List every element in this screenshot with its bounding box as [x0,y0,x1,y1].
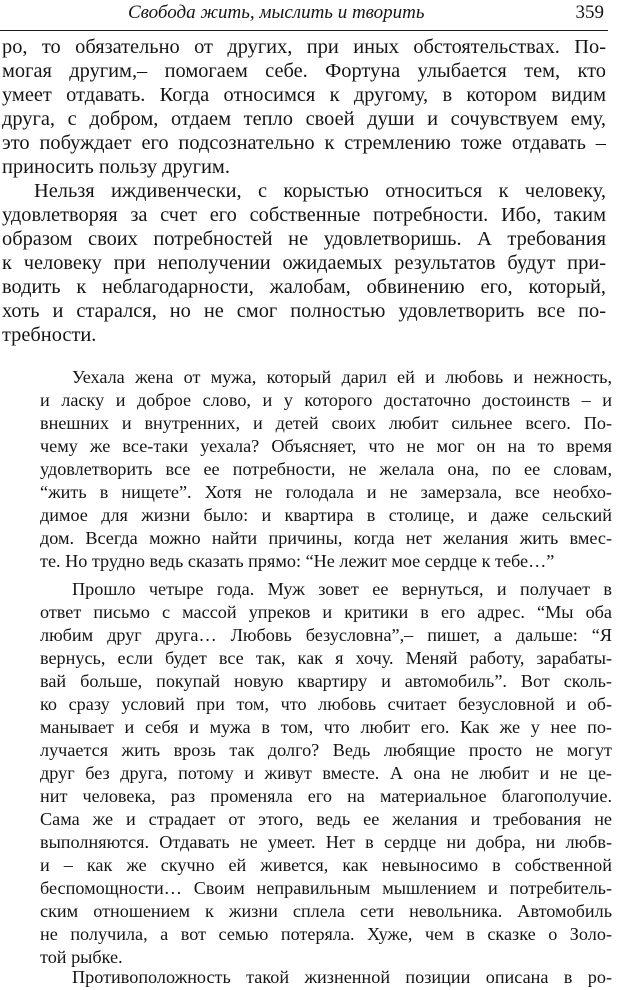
story-line: чему же все-таки уехала? Объясняет, что не мог он на то время [40,436,612,456]
text-line: это побуждает его подсознательно к стремлению тоже отдавать – [2,132,606,154]
story-line: Противоположность такой жизненной позиции описана в ро- [72,967,612,987]
story-line: димое для жизни было: и квартира в столице, и даже сельский [40,505,612,525]
story-line: любим друг друга… Любовь безусловна”,– пишет, а дальше: “Я [40,625,612,645]
story-line: той рыбке. [40,947,123,967]
running-title: Свобода жить, мыслить и творить [128,2,425,23]
text-line: требности. [2,324,97,346]
story-line: выполняются. Отдавать не умеет. Нет в сердце ни добра, ни любв- [40,832,612,852]
text-line: Нельзя иждивенчески, с корыстью относиться к человеку, [34,180,606,202]
story-line: ответ письмо с массой упреков и критики в его адрес. “Мы оба [40,602,612,622]
story-line: лучается жить врозь так долго? Ведь любящие просто не могут [40,740,612,760]
text-line: удовлетворяя за счет его собственные потребности. Ибо, таким [2,204,606,226]
story-line: и – как же скучно ей живется, как невыносимо в собственной [40,855,612,875]
story-line: и ласку и доброе слово, и у которого достаточно достоинств – и [40,390,612,410]
story-line: не получила, а вот семью потеряла. Хуже, чем в сказке о Золо- [40,924,612,944]
running-header [0,0,608,31]
story-line: ским отношением к жизни сплела сети невольника. Автомобиль [40,901,612,921]
story-line: беспомощности… Своим неправильным мышлением и потребитель- [40,878,612,898]
story-line: Прошло четыре года. Муж зовет ее вернуться, и получает в [72,579,612,599]
text-line: водить к неблагодарности, жалобам, обвинению его, который, [2,276,606,298]
text-line: образом своих потребностей не удовлетворишь. А требования [2,228,606,250]
story-line: те. Но трудно ведь сказать прямо: “Не лежит мое сердце к тебе…” [40,551,555,571]
story-line: вай больше, покупай новую квартиру и автомобиль”. Вот сколь- [40,671,612,691]
story-line: “жить в нищете”. Хотя не голодала и не замерзала, все необхо- [40,482,612,502]
story-line: манывает и себя и мужа в том, что любит его. Как же у нее по- [40,717,612,737]
text-line: к человеку при неполучении ожидаемых результатов будут при- [2,252,606,274]
text-line: умеет отдавать. Когда относимся к другому, в котором видим [2,84,606,106]
story-line: удовлетворить все ее потребности, не желала она, по ее словам, [40,459,612,479]
story-line: нит человека, раз променяла его на материальное благополучие. [40,786,612,806]
story-line: друг без друга, потому и живут вместе. А она не любит и не це- [40,763,612,783]
story-line: Уехала жена от мужа, который дарил ей и любовь и нежность, [72,367,612,387]
text-line: могая другим,– помогаем себе. Фортуна улыбается тем, кто [2,60,606,82]
text-line: ро, то обязательно от других, при иных обстоятельствах. По- [2,36,606,58]
story-line: вернусь, если будет все так, как я хочу. Меняй работу, зарабаты- [40,648,612,668]
story-line: ко сразу условий при том, что любовь считает безусловной и об- [40,694,612,714]
story-line: Сама же и страдает от этого, ведь ее желания и требования не [40,809,612,829]
text-line: друга, с добром, отдаем тепло своей души и сочувствуем ему, [2,108,606,130]
story-line: внешних и внутренних, и детей своих любит сильнее всего. По- [40,413,612,433]
text-line: хоть и старался, но не смог полностью удовлетворить все по- [2,300,606,322]
story-line: дом. Всегда можно найти причины, когда нет желания жить вмес- [40,528,612,548]
page-number: 359 [575,2,604,23]
text-line: приносить пользу другим. [2,156,230,178]
